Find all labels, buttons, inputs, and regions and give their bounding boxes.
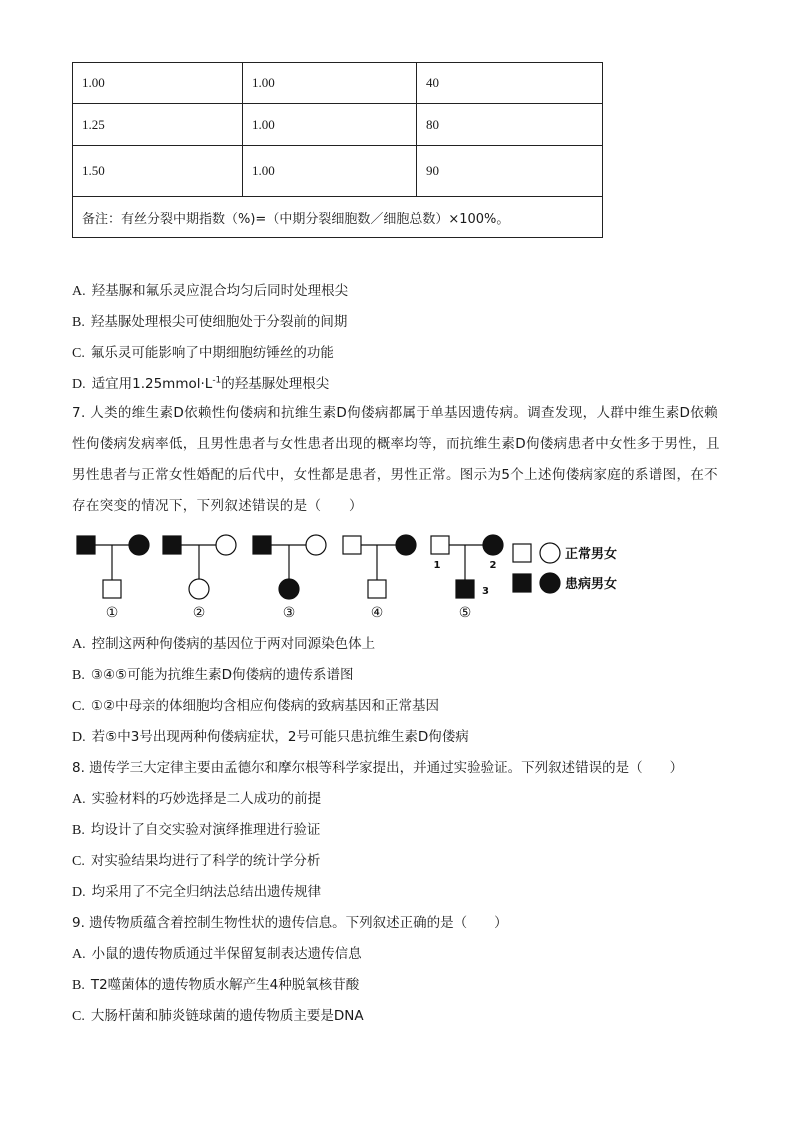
family-label: ① [105,605,119,620]
child-normal-male-symbol [368,580,386,598]
family-label: ④ [370,605,384,620]
q6-option-c[interactable] [72,341,334,362]
option-text: 大肠杆菌和肺炎链球菌的遗传物质主要是DNA [90,1008,364,1024]
child-normal-female-symbol [189,579,209,599]
option-label: C. [72,854,85,869]
option-label: B. [72,978,85,993]
option-text: 适宜用$1.25mmol\cdot L^{-1}$的羟基脲处理根尖 [91,375,330,392]
legend-affected-male-symbol [513,574,531,592]
option-label: C. [72,346,85,361]
father-normal-symbol [431,536,449,554]
table-cell: 1.00 [243,146,417,197]
table-row [73,63,603,104]
q9-stem: 9. 遗传物质蕴含着控制生物性状的遗传信息。下列叙述正确的是（ ） [72,915,508,931]
q8-option-c[interactable] [72,849,320,870]
table-row [73,104,603,146]
q7-option-c[interactable] [72,694,439,715]
option-label: D. [72,377,86,392]
individual-number: 1 [433,560,441,571]
q8-option-b[interactable] [72,818,320,839]
mother-affected-symbol [129,535,149,555]
q7-option-a[interactable] [72,632,375,653]
table-cell: 40 [417,63,603,104]
option-text: 实验材料的巧妙选择是二人成功的前提 [91,791,322,807]
option-text: 控制这两种佝偻病的基因位于两对同源染色体上 [91,636,376,652]
table-cell: 1.25 [73,104,243,146]
mother-normal-symbol [216,535,236,555]
child-normal-male-symbol [103,580,121,598]
q8-stem: 8. 遗传学三大定律主要由孟德尔和摩尔根等科学家提出，并通过实验验证。下列叙述错误的是（ ） [72,760,684,776]
option-text: 氟乐灵可能影响了中期细胞纺锤丝的功能 [90,345,334,361]
option-label: C. [72,1009,85,1024]
option-text: 羟基脲处理根尖可使细胞处于分裂前的间期 [90,314,348,330]
individual-number: 3 [482,586,489,597]
option-text: T2噬菌体的遗传物质水解产生4种脱氧核苷酸 [90,977,360,993]
child-affected-female-symbol [279,579,299,599]
q8-option-d[interactable] [72,880,321,901]
father-affected-symbol [77,536,95,554]
mother-affected-symbol [483,535,503,555]
q9-option-b[interactable] [72,973,359,994]
option-label: C. [72,699,85,714]
option-text: ③④⑤可能为抗维生素D佝偻病的遗传系谱图 [90,667,354,683]
option-label: A. [72,947,86,962]
option-text: 若⑤中3号出现两种佝偻病症状，2号可能只患抗维生素D佝偻病 [91,729,469,745]
legend-normal-female-symbol [540,543,560,563]
table-cell: 1.00 [243,104,417,146]
option-label: D. [72,885,86,900]
option-label: B. [72,668,85,683]
experiment-table [72,62,603,238]
table-note: 备注：有丝分裂中期指数（%)=（中期分裂细胞数／细胞总数）×100%。 [73,197,603,238]
q7-stem: 7. 人类的维生素D依赖性佝偻病和抗维生素D佝偻病都属于单基因遗传病。调查发现，人群中维生素D依赖性佝偻病发病率低，且男性患者与女性患者出现的概率均等，而抗维生素D佝偻病患者中女性多于男性，且男性患者与正常女性婚配的后代中，女性都是患者，男性正常。图示为5个上述佝偻病家庭的系谱图，在不存在突变的情况下，下列叙述错误的是（ ） [72,405,720,514]
father-affected-symbol [163,536,181,554]
table-cell: 1.50 [73,146,243,197]
q9-option-c[interactable] [72,1004,364,1025]
option-text: 均采用了不完全归纳法总结出遗传规律 [91,884,322,900]
table-row [73,146,603,197]
option-text: 羟基脲和氟乐灵应混合均匀后同时处理根尖 [91,283,349,299]
option-text: ①②中母亲的体细胞均含相应佝偻病的致病基因和正常基因 [90,698,440,714]
option-label: A. [72,792,86,807]
table-cell: 80 [417,104,603,146]
q6-option-d[interactable] [72,372,329,393]
table-cell: 1.00 [243,63,417,104]
q7-option-b[interactable] [72,663,354,684]
q7-option-d[interactable] [72,725,469,746]
individual-number: 2 [489,560,497,571]
father-normal-symbol [343,536,361,554]
family-label: ⑤ [458,605,472,620]
table-note-row [73,197,603,238]
table-cell: 1.00 [73,63,243,104]
table-cell: 90 [417,146,603,197]
legend-affected-label: 患病男女 [565,577,618,592]
family-label: ③ [282,605,296,620]
family-label: ② [192,605,206,620]
father-affected-symbol [253,536,271,554]
q6-option-a[interactable] [72,279,348,300]
q8-option-a[interactable] [72,787,321,808]
mother-affected-symbol [396,535,416,555]
option-label: B. [72,315,85,330]
option-text: 均设计了自交实验对演绎推理进行验证 [90,822,321,838]
child-affected-male-symbol [456,580,474,598]
legend-normal-male-symbol [513,544,531,562]
q6-option-b[interactable] [72,310,347,331]
legend-normal-label: 正常男女 [565,547,618,562]
option-label: A. [72,284,86,299]
option-label: B. [72,823,85,838]
option-text: 对实验结果均进行了科学的统计学分析 [90,853,321,869]
q9-option-a[interactable] [72,942,362,963]
option-text: 小鼠的遗传物质通过半保留复制表达遗传信息 [91,946,362,962]
pedigree-diagram [70,528,650,620]
option-label: A. [72,637,86,652]
legend-affected-female-symbol [540,573,560,593]
option-label: D. [72,730,86,745]
mother-normal-symbol [306,535,326,555]
